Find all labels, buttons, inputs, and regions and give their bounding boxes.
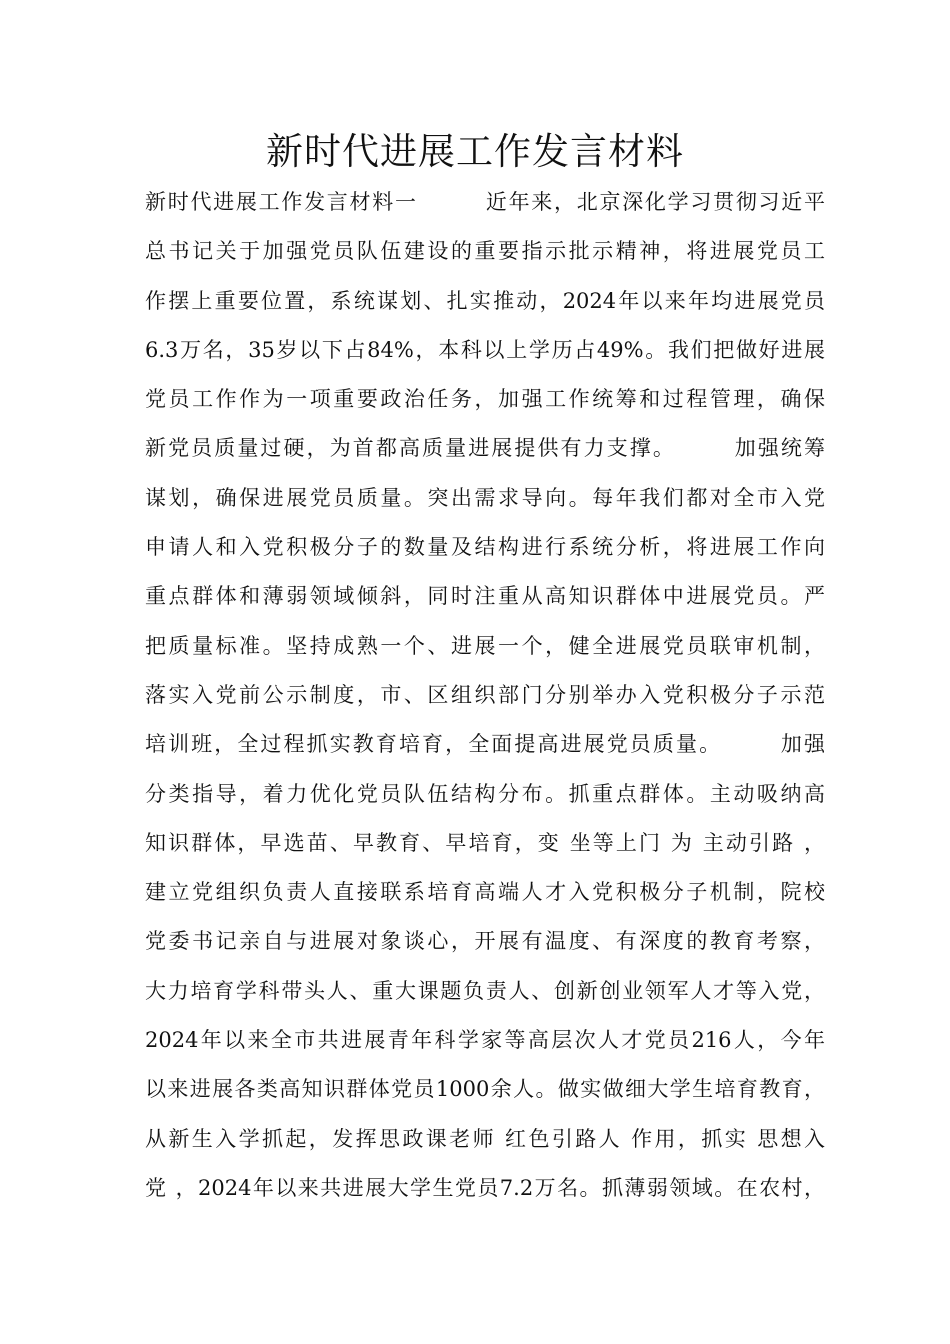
body-line: 知识群体，早选苗、早教育、早培育，变 坐等上门 为 主动引路 ， [145,830,825,855]
body-line: 新党员质量过硬，为首都高质量进展提供有力支撑。 加强统筹 [145,436,825,461]
body-line: 谋划，确保进展党员质量。突出需求导向。每年我们都对全市入党 [145,485,825,510]
body-line: 重点群体和薄弱领域倾斜，同时注重从高知识群体中进展党员。严 [145,584,825,609]
body-line: 分类指导，着力优化党员队伍结构分布。抓重点群体。主动吸纳高 [145,781,825,806]
body-line: 党员工作作为一项重要政治任务，加强工作统筹和过程管理，确保 [145,387,825,412]
body-line: 党委书记亲自与进展对象谈心，开展有温度、有深度的教育考察， [145,929,825,954]
document-body [145,178,825,1213]
body-line: 大力培育学科带头人、重大课题负责人、创新创业领军人才等入党， [145,978,825,1003]
body-line: 把质量标准。坚持成熟一个、进展一个，健全进展党员联审机制， [145,633,825,658]
body-line: 总书记关于加强党员队伍建设的重要指示批示精神，将进展党员工 [145,239,825,264]
body-line: 从新生入学抓起，发挥思政课老师 红色引路人 作用，抓实 思想入 [145,1126,825,1151]
body-line: 申请人和入党积极分子的数量及结构进行系统分析，将进展工作向 [145,535,825,560]
body-line: 培训班，全过程抓实教育培育，全面提高进展党员质量。 加强 [145,732,825,757]
body-line: 落实入党前公示制度，市、区组织部门分别举办入党积极分子示范 [145,682,825,707]
body-line: 新时代进展工作发言材料一 近年来，北京深化学习贯彻习近平 [145,190,825,214]
body-line: 建立党组织负责人直接联系培育高端人才入党积极分子机制，院校 [145,880,825,905]
body-line: 6.3万名，35岁以下占84%，本科以上学历占49%。我们把做好进展 [145,337,825,362]
body-line: 作摆上重要位置，系统谋划、扎实推动，2024年以来年均进展党员 [145,288,825,313]
document-title: 新时代进展工作发言材料 [266,130,684,173]
body-line: 党 ，2024年以来共进展大学生党员7.2万名。抓薄弱领域。在农村， [145,1175,825,1200]
body-line: 以来进展各类高知识群体党员1000余人。做实做细大学生培育教育， [145,1077,825,1102]
body-line: 2024年以来全市共进展青年科学家等高层次人才党员216人，今年 [145,1028,825,1053]
